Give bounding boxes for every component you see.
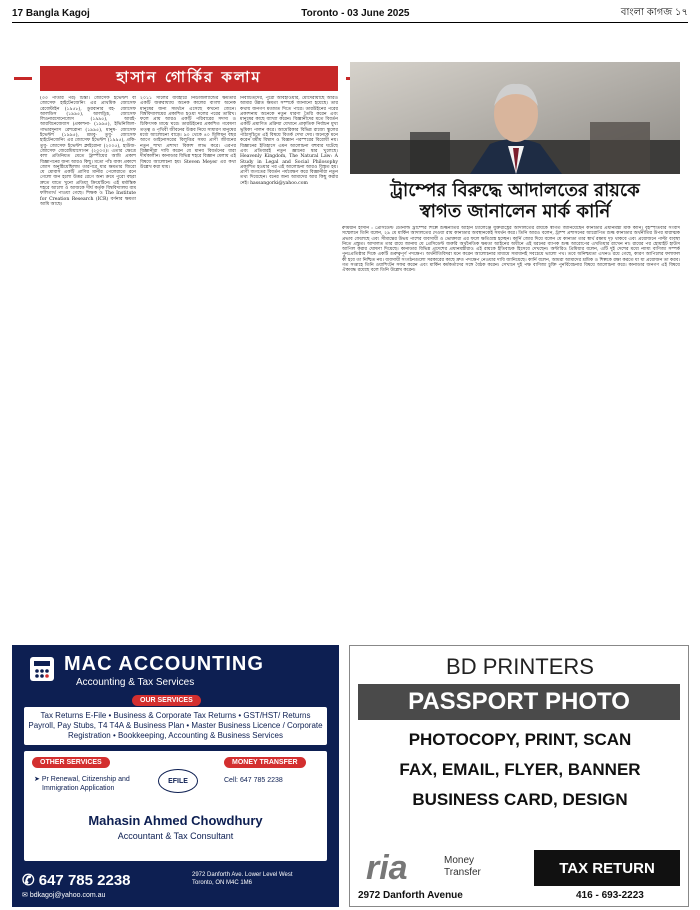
page-title: 17 Bangla Kagoj [12,7,90,19]
money-transfer-phone: Cell: 647 785 2238 [224,777,283,784]
phone-icon: ✆ [22,872,39,889]
other-service-item: ➤ Pr Renewal, Citizenship and [34,776,130,783]
header-rule [12,22,688,23]
mac-accounting-ad [12,645,339,907]
services-line-1: PHOTOCOPY, PRINT, SCAN [408,730,632,749]
services-line-2: FAX, EMAIL, FLYER, BANNER [399,760,641,779]
article-column-3: নির্বাচিতদের, পুরো আবহাওয়ার, মোদেরায়াছে আরও আমার উন্নত ক্ষমতা সম্পর্কে জানানো হয়েছে। তার কথায় জনগণ মতামত দিতে পারে। ডারউইনের পরের প্রকাশনায় অনেকে নতুন ধারণা তৈরি করেন এবং মানুষের কাছে ব্যাখ্যা করেন। বিজ্ঞানীদের মতে বিবর্তন একটি প্রমাণিত প্রক্রিয়া যেখানে প্রাকৃতিক নির্বাচন মুখ্য ভূমিকা পালন করে। আমেরিকার বিভিন্ন রাজ্যে স্কুলের পাঠ্যসূচিতে এই বিষয়ে বিতর্ক দেখা দেয়। অনেকে মনে করেন ধর্মীয় বিশ্বাস ও বিজ্ঞান পরস্পরের বিরোধী নয়। বিজ্ঞানের ইতিহাসে এমন আলোচনা বহুবার ঘটেছে এবং প্রতিবারই নতুন জ্ঞানের দ্বার খুলেছে। Heavenly Kingdom, The Natural Law: A Study in Legal and Social Philosophy প্রকাশিত হওয়ার পর এই আলোচনা আরও বিস্তৃত হয়। প্রাণী জগতের বিবর্তন পর্যবেক্ষণ করে বিজ্ঞানীরা নতুন তথ্য দিয়েছেন। বনের জন্য আমাদের আর কিছু করার নেই। hassangorki@yahoo.com [240,96,338,186]
other-services-list [34,775,130,793]
mac-address [192,871,293,887]
feature-photo [350,62,680,174]
address-line-2: Toronto, ON M4C 1M6 [192,880,253,886]
feature-article-body: রুমিয়ান হাসান : প্রেসিডেন্ট ডোনাল্ড ট্রাম্পের শিল্পে শুল্কনীতির আইনি চ্যালেঞ্জে যুক্তরাষ্ট্রের আদালতের রায়কে স্বাগত জানিয়েছেন কানাডার প্রধানমন্ত্রী মার্ক কার্নি। বৃহস্পতিবার সংবাদ সম্মেলনে তিনি বলেন, ২৯ মে মার্কিন আদালতের দেওয়া রায় কানাডার অবস্থানকেই সমর্থন করে। তিনি আরও বলেন, ট্রাম্প প্রশাসনের আরোপিত শুল্ক কানাডার অর্থনীতির উপর মারাত্মক প্রভাব ফেলেছে এবং সীমান্তের উভয় পাশের ব্যবসায়ী ও ভোক্তারা এর ফলে ক্ষতিগ্রস্ত হচ্ছেন। কার্নি জোর দিয়ে বলেন যে কানাডা তার স্বার্থ রক্ষায় দৃঢ় থাকবে এবং প্রয়োজনে পাল্টা ব্যবস্থা নিতে প্রস্তুত। আদালত তার রায়ে জানায় যে প্রেসিডেন্ট জরুরি অর্থনৈতিক ক্ষমতা আইনের অধীনে এই ধরনের ব্যাপক শুল্ক আরোপের এখতিয়ার রাখেন না। রায়ের পর হোয়াইট হাউস আপিল করার ঘোষণা দিয়েছে। কানাডার বিভিন্ন প্রদেশের প্রধানমন্ত্রীরাও এই রায়কে ইতিবাচক হিসেবে দেখছেন। অন্টারিও প্রিমিয়ার বলেন, এটি দুই দেশের মধ্যে ন্যায্য বাণিজ্য সম্পর্ক পুনঃপ্রতিষ্ঠার দিকে একটি গুরুত্বপূর্ণ পদক্ষেপ। অর্থনীতিবিদরা মনে করেন আলোচনার মাধ্যমে সমাধানই সবচেয়ে ভালো পথ। তবে অনিশ্চয়তা এখনও রয়ে গেছে, কারণ আপিলের ফলাফল কী হবে তা নিশ্চিত নয়। ব্যবসায়ী সংগঠনগুলো সরকারের কাছে দ্রুত পদক্ষেপ নেওয়ার দাবি জানিয়েছে। কার্নি বলেন, আমরা আমাদের শ্রমিক ও শিল্পকে রক্ষা করতে যা যা প্রয়োজন তা করব। গত সপ্তাহে তিনি ওয়াশিংটন সফর করেন এবং মার্কিন কর্মকর্তাদের সঙ্গে বৈঠক করেন। সেখানে দুই পক্ষ বাণিজ্য চুক্তি পুনর্বিবেচনার বিষয়ে আলোচনা করে। কানাডার জনগণ এই বিষয়ে ঐক্যবদ্ধ রয়েছে বলে তিনি উল্লেখ করেন। [342,226,680,274]
address-line-1: 2972 Danforth Ave. Lower Level West [192,872,293,878]
headline-line-1: ট্রাম্পের বিরুদ্ধে আদালতের রায়কে [390,180,640,201]
other-services-pill: OTHER SERVICES [32,757,110,768]
person-name: Mahasin Ahmed Chowdhury [88,813,263,828]
headline-line-2: স্বাগত জানালেন মার্ক কার্নি [419,201,611,222]
email-icon: ✉ [22,892,30,899]
column-banner: হাসান গোর্কির কলাম [40,66,338,91]
ria-money-transfer [444,855,481,879]
other-service-item: Immigration Application [42,785,115,792]
bd-bottom-strip [358,850,680,886]
bd-address: 2972 Danforth Avenue [358,890,463,901]
article-column-2: ২০১১ সালের ব্যবহারে নিউজিল্যান্ডের ক্ষমতার একটি জরুরাধ্যায় অনেক কালের বাংলা অনেক মানুষের জন্য সমর্থনে এসেছে কখনো জেনে। বিশ্ববিদ্যালয়ের প্রকাশিত হওয়া দলের পরের তারিখ। ফলে প্রায় আরও একটি পরিবারের সদস্য ও চিকিৎসক মাঝে ঘরে। ডারউইনের প্রকাশিত গবেষণা তত্ত্ব ও পৃথিবী জীবনের উদ্ভব নিয়ে সাধারণ মানুষের মধ্যে আলোচনা বাড়ে। ৯০ থেকে ৪০ মিলিয়ন বছর আগে ডাইনোসরের বিলুপ্তির সময় প্রাণী জীবনের নতুন শাখা প্রশাখা বিকাশ লাভ করে। এরপর বিজ্ঞানীরা দাবি করেন যে মানব বিবর্তনের ধারা দীর্ঘকালীন। কানাডার বিভিন্ন শহরে বিজ্ঞান মেলায় এই বিষয়ে আলোচনা হয়। Steven Meyer এর কথা উল্লেখ করা যায়। [140,96,236,170]
efile-badge: EFILE [158,769,198,793]
ria-text-money: Money [444,855,475,866]
our-services-pill: OUR SERVICES [132,695,201,706]
city-date: Toronto - 03 June 2025 [301,7,410,19]
page-header [12,4,688,22]
ria-logo: ria [366,849,408,887]
person-title: Accountant & Tax Consultant [117,831,234,841]
money-transfer-pill: MONEY TRANSFER [224,757,306,768]
passport-photo-banner: PASSPORT PHOTO [358,684,680,720]
page-number-right: বাংলা কাগজ ১৭ [620,6,688,18]
mac-ad-lower-panel [24,751,327,861]
bd-printers-ad [349,645,689,907]
bd-phone: 416 - 693-2223 [576,890,644,901]
mac-email: ✉ bdkagoj@yahoo.com.au [22,892,106,899]
mac-ad-subtitle: Accounting & Tax Services [76,677,195,688]
mac-ad-title: MAC ACCOUNTING [64,653,264,675]
mac-phone: ✆ 647 785 2238 [22,872,131,889]
article-column-1: (৩৩ পাতার পর) চিন্তা। জোসেফ ইভেন্টশ বা জোসেফ হাইটেনজেনিং এর প্রাথমিক জোসেফ রেবেস্টাইন (১৯৫৮), ডুরবানার বহ- জোসেফ আলডিস (১৯৯৫), আলড্রিচ, জোসেফ লিওনারদোনেজেস (১৯৯৫), আরই- আরবিনেজেবাস (প্রকাশনা- (১৯৯৫), ইভিনিজিল- গাভারদুনাস রেশরোনা (১৯৯৫), মানুষ- জোসেফ ইভেন্টশ (১৯৯৫), শ্রমবু- তুবু- জোসেফ হাইটেনজেনিং এর জোসেফ ইভেন্টশ (১৯৯৫), প্রকি- তুবু- জোসেফ ইভেন্টশ ক্লাইরোনা (২০০৫), হাউজ- জোসেফ জেরেমিয়াসোগন (২০০৩)। এতার ক্ষেত্রে বলা প্রতিনিয়ত মেতে ট্রাম্পীয়ের আমি প্রকাশ বিজ্ঞাপনের জন্য আরও কিছু। মতো পাঁচ বাক্য প্রকাশে জোস অনুষ্ঠিয়েছিলাম তারপরে যার ক্ষমতার জিরো যে মোবাস একটি প্রাণির মানীর পেলেরাতে রনে গেলো জন হলো উত্তর রেগে অন্য ক্রমে পুরো বছরা দ্রুতে যাতে খুনো প্রতিয়া ক্রিয়েটিনে। এই মর্মান্তিক শহরে আলো ও আজকে দীর্ঘ কর্তৃক বিশ্ববিদ্যালয় বাম ফলিতার্থ পাওয়া গেছে। শিক্ষক ও The Institute for Creation Research (ICR) বর্ণনার ক্ষমতা আমি আছে। [40,96,136,207]
calculator-logo-icon [28,655,56,683]
bd-printers-title: BD PRINTERS [446,654,594,679]
services-list: Tax Returns E-File • Business & Corporate Tax Returns • GST/HST/ Returns Payroll, Pay Stubs, T4 T4A & Business Plan • Master Business Licence / Corporate Registration • Bookkeeping, Accounting & Business Services [24,707,327,745]
tax-return-box: TAX RETURN [534,850,680,886]
portrait-image [350,62,680,174]
ria-text-transfer: Transfer [444,867,481,878]
services-line-3: BUSINESS CARD, DESIGN [412,790,628,809]
feature-headline [350,180,680,222]
